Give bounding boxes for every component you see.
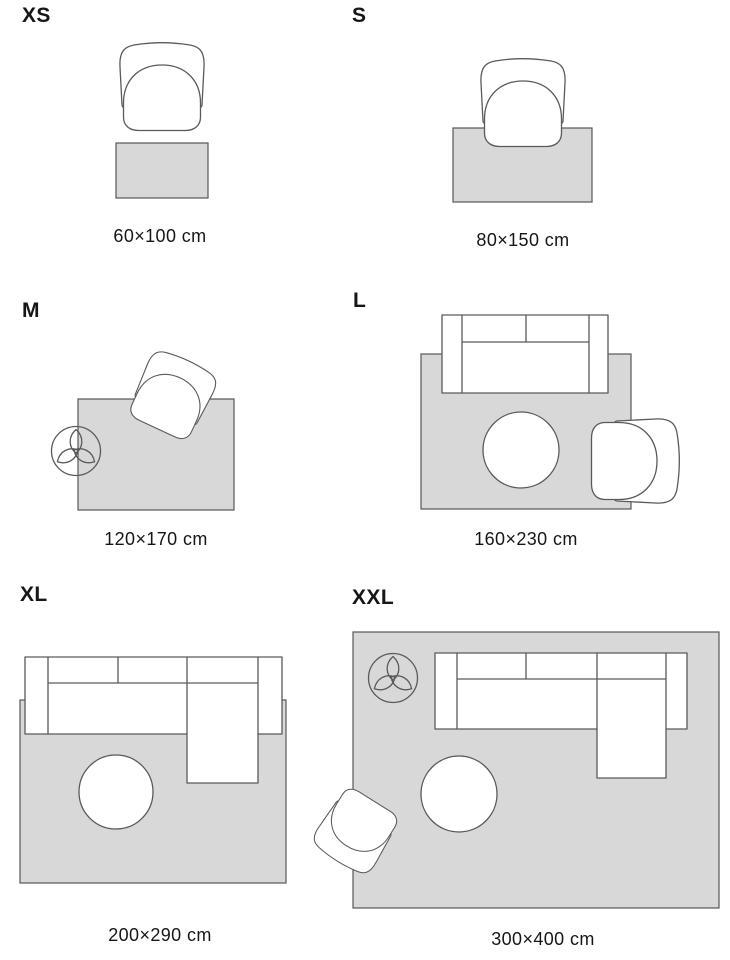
size-label-xxl: XXL xyxy=(352,586,395,609)
section-s-drawing xyxy=(453,59,592,202)
size-caption-xxl: 300×400 cm xyxy=(491,929,595,949)
size-caption-l: 160×230 cm xyxy=(474,529,578,549)
size-caption-m: 120×170 cm xyxy=(104,529,208,549)
rug-xs xyxy=(116,143,208,198)
section-l-drawing xyxy=(421,315,679,509)
size-label-l: L xyxy=(353,289,367,312)
size-caption-s: 80×150 cm xyxy=(476,230,570,250)
size-label-m: M xyxy=(22,299,40,322)
section-xxl-drawing xyxy=(309,632,719,908)
size-caption-xs: 60×100 cm xyxy=(113,226,207,246)
size-caption-xl: 200×290 cm xyxy=(108,925,212,945)
size-label-xl: XL xyxy=(20,583,48,606)
sofa-icon xyxy=(442,315,608,393)
armchair-icon xyxy=(120,43,204,131)
size-label-xs: XS xyxy=(22,4,51,27)
armchair-icon xyxy=(481,59,565,147)
round-table-icon xyxy=(421,756,497,832)
section-xs-drawing xyxy=(116,43,208,198)
section-m-drawing xyxy=(52,346,235,510)
round-table-icon xyxy=(483,412,559,488)
round-table-icon xyxy=(79,755,153,829)
section-xl-drawing xyxy=(20,657,286,883)
size-label-s: S xyxy=(352,4,367,27)
armchair-icon xyxy=(592,419,680,503)
